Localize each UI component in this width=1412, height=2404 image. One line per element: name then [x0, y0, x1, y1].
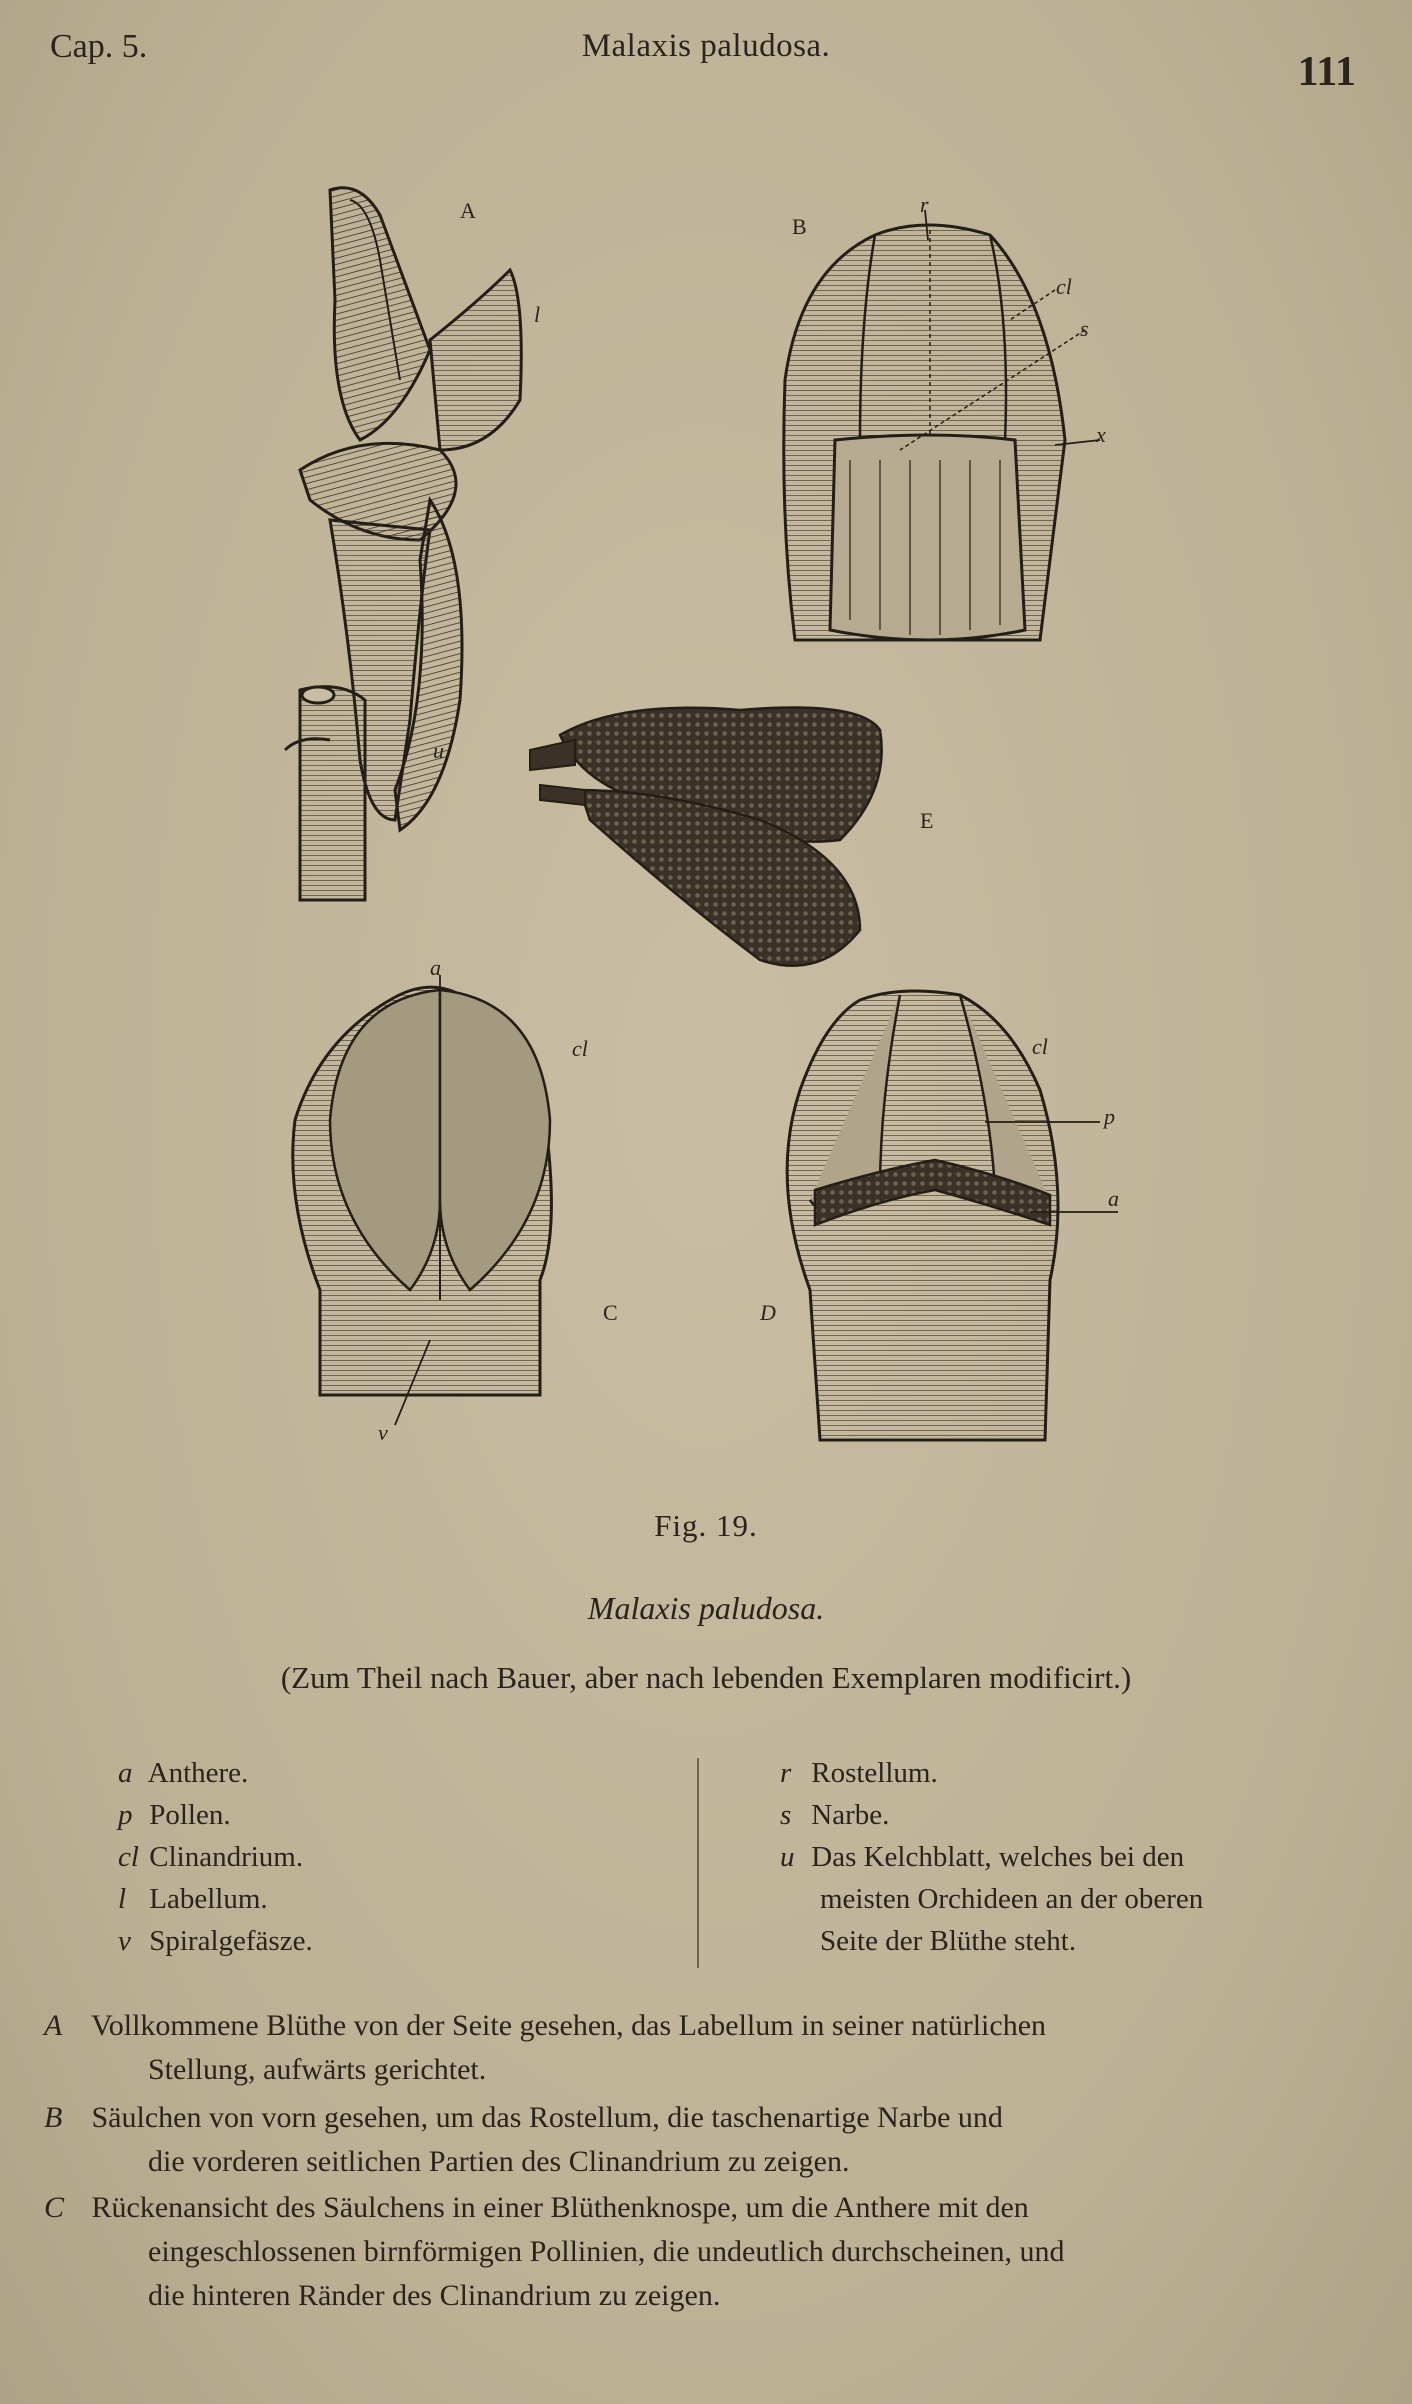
label-b-r: r	[920, 192, 929, 217]
legend-item: u Das Kelchblatt, welches bei den	[780, 1841, 1185, 1873]
label-c-cl: cl	[572, 1036, 588, 1061]
drawing-c-column-back	[293, 975, 552, 1425]
legend-item: v Spiralgefäsze.	[118, 1925, 313, 1957]
label-c-a: a	[430, 955, 441, 980]
drawing-b-column-front	[784, 210, 1100, 640]
legend-item-continuation: meisten Orchideen an der oberen	[820, 1883, 1204, 1915]
running-title: Malaxis paludosa.	[581, 28, 831, 64]
legend-right-column	[780, 1752, 1203, 1962]
legend-item: p Pollen.	[118, 1799, 231, 1831]
label-c-v: v	[378, 1420, 388, 1445]
figure-label-b: B	[792, 214, 807, 239]
figure-number: Fig. 19.	[654, 1508, 758, 1543]
label-b-x: x	[1096, 422, 1106, 447]
label-a-l: l	[534, 302, 541, 327]
label-a-u: u	[433, 738, 444, 763]
legend-left-column	[118, 1752, 313, 1962]
label-d-p: p	[1104, 1104, 1115, 1129]
legend-item: l Labellum.	[118, 1883, 268, 1915]
legend-item: s Narbe.	[780, 1799, 890, 1831]
legend-item-continuation: Seite der Blüthe steht.	[820, 1925, 1077, 1957]
description-c: C Rückenansicht des Säulchens in einer Blüthenknospe, um die Anthere mit den eingeschlossenen birnförmigen Pollinien, die undeutlich durchscheinen, und die hinteren Ränder des Clinandrium zu zeigen.	[44, 2191, 1065, 2312]
figure-label-c: C	[603, 1300, 618, 1325]
figure-label-a: A	[460, 198, 476, 223]
legend-item: a Anthere.	[118, 1757, 249, 1789]
label-d-cl: cl	[1032, 1034, 1048, 1059]
page-number: 111	[1297, 49, 1356, 95]
label-b-cl: cl	[1056, 274, 1072, 299]
label-b-s: s	[1080, 316, 1089, 341]
chapter-label: Cap. 5.	[50, 28, 148, 65]
legend-divider	[697, 1758, 699, 1968]
drawing-d-column-front	[787, 991, 1118, 1440]
drawing-a-flower-side	[285, 188, 521, 900]
figure-species: Malaxis paludosa.	[587, 1590, 825, 1626]
description-a: A Vollkommene Blüthe von der Seite gesehen, das Labellum in seiner natürlichen Stellung, aufwärts gerichtet.	[44, 2009, 1047, 2086]
description-b: B Säulchen von vorn gesehen, um das Rostellum, die taschenartige Narbe und die vorderen seitlichen Partien des Clinandrium zu zeigen.	[44, 2101, 1003, 2178]
label-d-a: a	[1108, 1186, 1119, 1211]
figure-note: (Zum Theil nach Bauer, aber nach lebenden Exemplaren modificirt.)	[280, 1660, 1132, 1695]
legend-item: r Rostellum.	[780, 1757, 938, 1789]
figure-legend	[0, 1752, 1412, 1972]
figure-label-d: D	[760, 1300, 776, 1325]
figure-label-e: E	[920, 808, 934, 833]
legend-item: cl Clinandrium.	[118, 1841, 304, 1873]
drawing-e-pollinia	[530, 708, 882, 966]
